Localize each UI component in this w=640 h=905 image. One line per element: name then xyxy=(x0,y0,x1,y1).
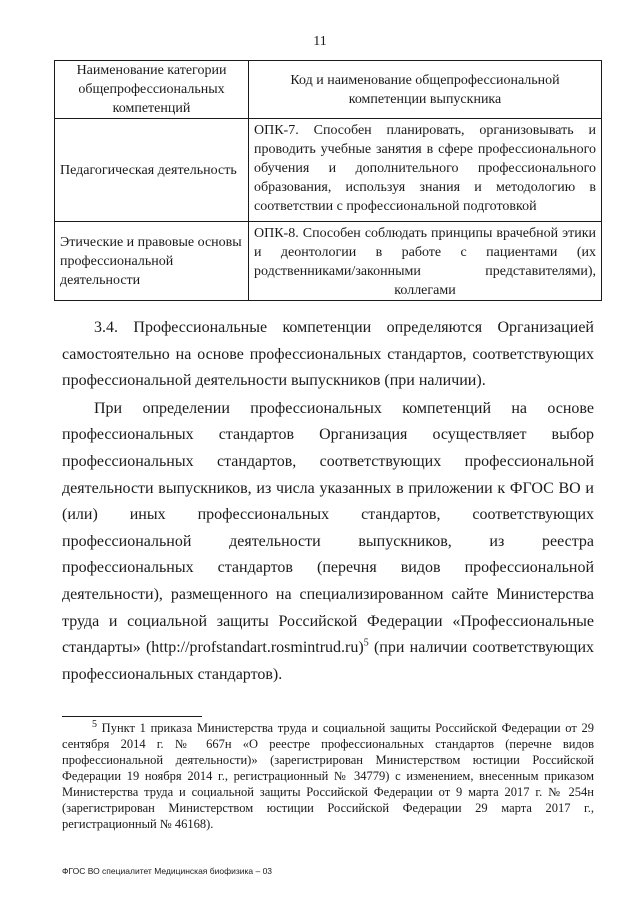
table-row xyxy=(55,119,602,222)
paragraph-3-4: 3.4. Профессиональные компетенции определяются Организацией самостоятельно на основе профессиональных стандартов, соответствующих профессиональной деятельности выпускников (при наличии). xyxy=(62,319,594,390)
paragraph-professional-standards xyxy=(62,396,594,689)
row-competence: ОПК-8. Способен соблюдать принципы врачебной этики и деонтологии в работе с пациентами (их родственниками/законными представителями), коллегами xyxy=(249,222,602,301)
competence-table xyxy=(54,60,602,301)
row-competence: ОПК-7. Способен планировать, организовывать и проводить учебные занятия в сфере профессионального обучения и дополнительного профессионального образования, используя знания и методологию в соответствии с профессиональной подготовкой xyxy=(249,119,602,222)
footnote-mark: 5 xyxy=(92,718,97,730)
table-header-row xyxy=(55,61,602,119)
footnote-text: Пункт 1 приказа Министерства труда и социальной защиты Российской Федерации от 29 сентября 2014 г. № 667н «О реестре профессиональных стандартов (перечне видов профессиональной деятельности)» (зарегистрирован Министерством юстиции Российской Федерации 19 ноября 2014 г., регистрационный № 34779) с изменением, внесенным приказом Министерства труда и социальной защиты Российской Федерации от 9 марта 2017 г. № 254н (зарегистрирован Министерством юстиции Российской Федерации 29 марта 2017 г., регистрационный № 46168). xyxy=(62,721,594,831)
footnote-ref[interactable]: 5 xyxy=(363,637,369,649)
footnote xyxy=(62,720,594,832)
page-footer: ФГОС ВО специалитет Медицинская биофизика – 03 xyxy=(62,866,273,876)
body-text xyxy=(62,315,594,688)
paragraph-text: При определении профессиональных компетенций на основе профессиональных стандартов Организация осуществляет выбор профессиональных стандартов, соответствующих профессиональной деятельности выпускников, из числа указанных в приложении к ФГОС ВО и (или) иных профессиональных стандартов, соответствующих профессиональной деятельности выпускников, из реестра профессиональных стандартов (перечня видов профессиональной деятельности), размещенного на специализированном сайте Министерства труда и социальной защиты Российской Федерации «Профессиональные стандарты» (http://profstandart.rosmintrud.ru) xyxy=(62,399,594,657)
header-competence: Код и наименование общепрофессиональной компетенции выпускника xyxy=(249,61,602,119)
paragraph-text-end: (при наличии соответствующих профессиональных стандартов). xyxy=(62,639,595,683)
row-category: Этические и правовые основы профессиональной деятельности xyxy=(55,222,249,301)
table-row xyxy=(55,222,602,301)
row-category: Педагогическая деятельность xyxy=(55,119,249,222)
header-category: Наименование категории общепрофессиональных компетенций xyxy=(55,61,249,119)
footnote-separator xyxy=(62,716,202,717)
page-number: 11 xyxy=(313,34,327,49)
